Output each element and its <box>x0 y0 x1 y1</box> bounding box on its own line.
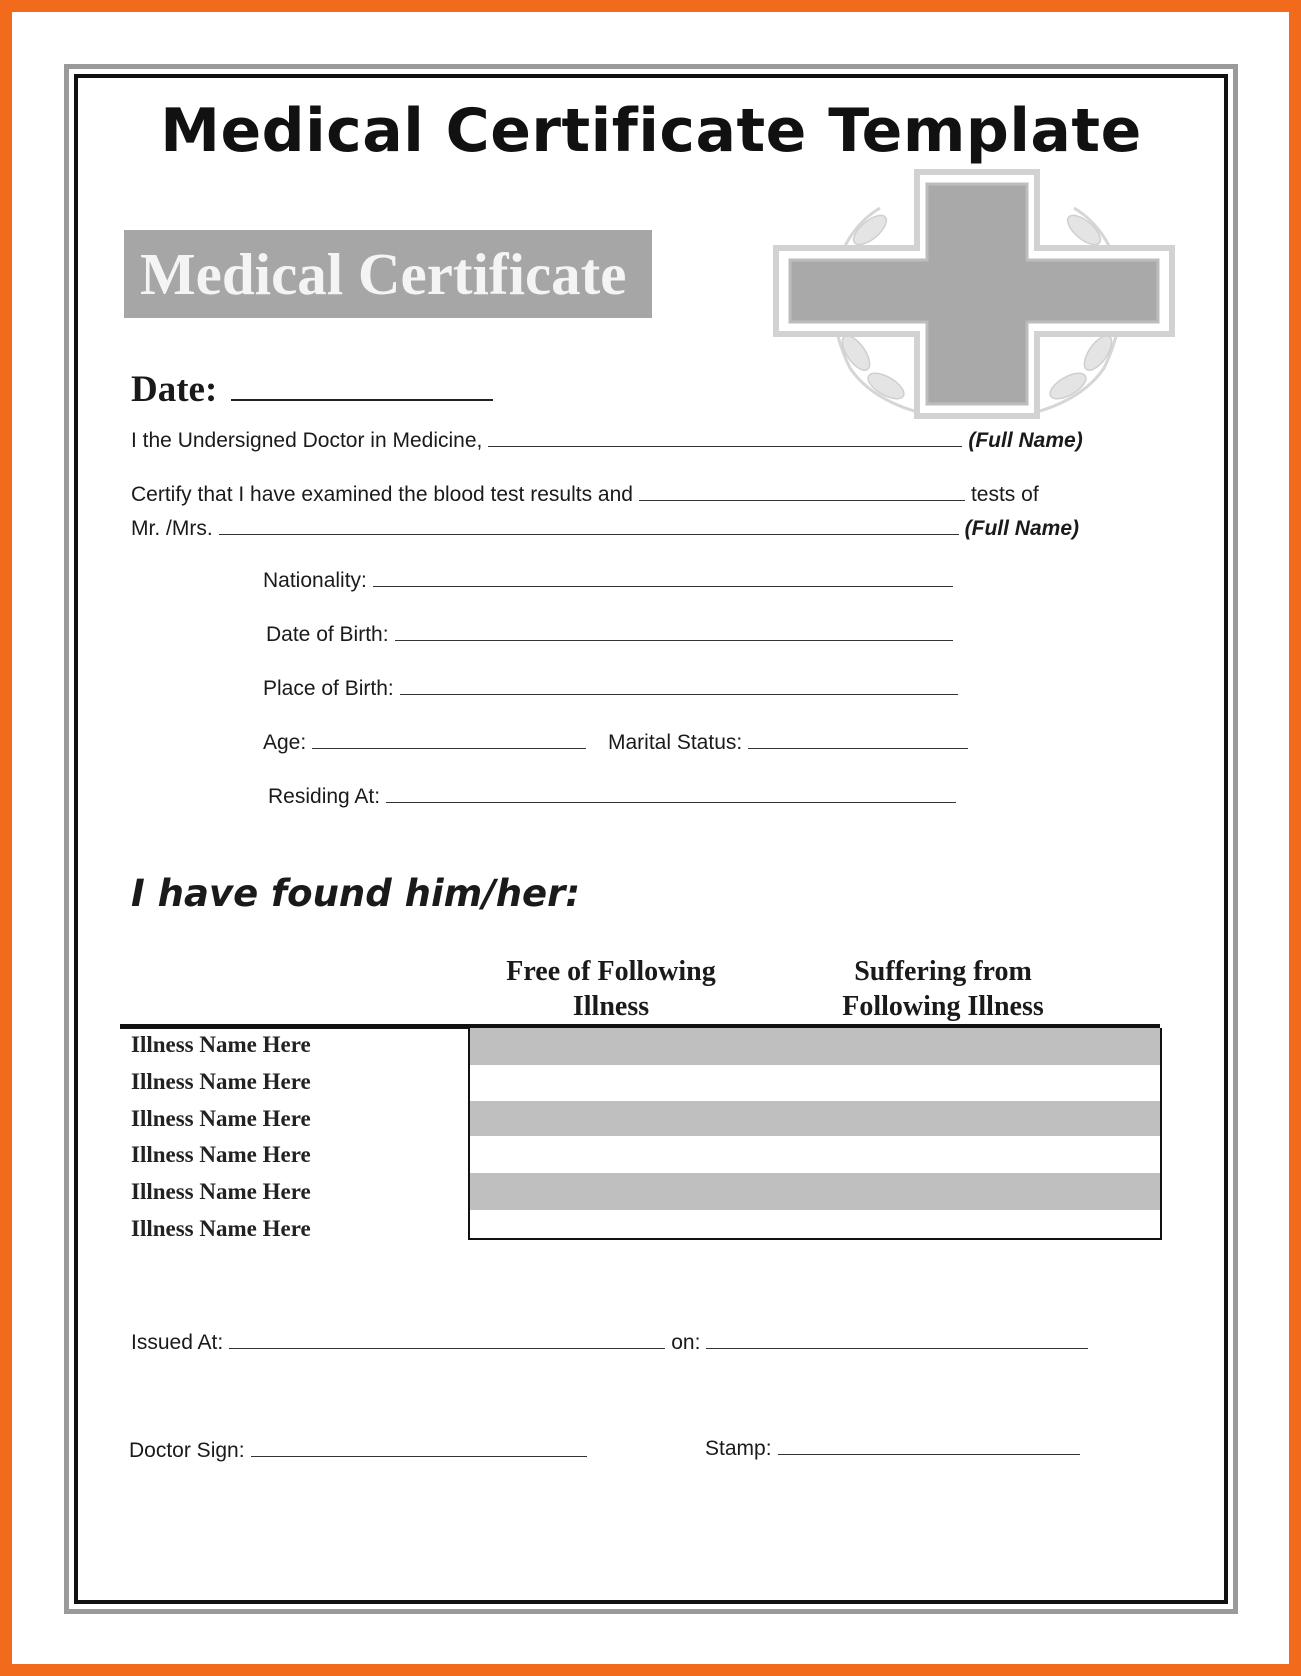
table-row <box>470 1028 1160 1065</box>
certify-row <box>131 482 1039 507</box>
marital-label: Marital Status: <box>608 731 743 754</box>
illness-name: Illness Name Here <box>131 1106 311 1131</box>
patient-label: Mr. /Mrs. <box>131 517 213 540</box>
marital-status-row <box>608 730 974 755</box>
issued-at-row <box>131 1330 1094 1355</box>
tests-input[interactable] <box>639 482 965 501</box>
nationality-input[interactable] <box>373 568 953 587</box>
nationality-label: Nationality: <box>263 569 367 592</box>
doctor-label: I the Undersigned Doctor in Medicine, <box>131 429 483 452</box>
table-row <box>470 1173 1160 1210</box>
sign-label: Doctor Sign: <box>129 1439 245 1462</box>
age-input[interactable] <box>312 730 586 749</box>
document-outer-border <box>64 64 1238 1614</box>
residing-row <box>268 784 962 809</box>
dob-input[interactable] <box>395 622 953 641</box>
issued-label: Issued At: <box>131 1331 224 1354</box>
tests-of-label: tests of <box>970 483 1039 506</box>
dob-label: Date of Birth: <box>266 623 389 646</box>
place-of-birth-row <box>263 676 964 701</box>
stamp-input[interactable] <box>778 1436 1080 1455</box>
date-of-birth-row <box>266 622 959 647</box>
full-name-hint: (Full Name) <box>968 429 1083 452</box>
doctor-name-input[interactable] <box>488 428 962 447</box>
issued-at-input[interactable] <box>229 1330 665 1349</box>
patient-name-row <box>131 516 1079 541</box>
illness-table <box>468 1028 1162 1240</box>
certify-label: Certify that I have examined the blood test results and <box>131 483 633 506</box>
illness-name: Illness Name Here <box>131 1069 311 1094</box>
findings-heading: I have found him/her: <box>131 872 581 915</box>
illness-name: Illness Name Here <box>131 1142 311 1167</box>
column-header-free: Free of Following Illness <box>506 956 716 1022</box>
doctor-sign-input[interactable] <box>251 1438 587 1457</box>
doctor-sign-row <box>129 1438 593 1463</box>
doctor-name-row <box>131 428 1083 453</box>
issued-on-input[interactable] <box>706 1330 1088 1349</box>
date-label: Date: <box>131 369 218 410</box>
illness-name: Illness Name Here <box>131 1032 311 1057</box>
nationality-row <box>263 568 959 593</box>
table-row <box>470 1101 1160 1136</box>
page-title: Medical Certificate Template <box>160 96 1142 166</box>
marital-input[interactable] <box>748 730 968 749</box>
pob-label: Place of Birth: <box>263 677 394 700</box>
residing-label: Residing At: <box>268 785 381 808</box>
stamp-label: Stamp: <box>705 1437 772 1460</box>
column-header-suffering: Suffering from Following Illness <box>842 956 1044 1022</box>
on-label: on: <box>671 1331 701 1354</box>
medical-cross-wreath-icon <box>770 168 1184 420</box>
patient-name-input[interactable] <box>219 516 959 535</box>
date-input[interactable] <box>231 371 493 401</box>
age-label: Age: <box>263 731 307 754</box>
illness-name: Illness Name Here <box>131 1216 311 1241</box>
document <box>74 74 1228 1604</box>
illness-name: Illness Name Here <box>131 1179 311 1204</box>
certificate-banner: Medical Certificate <box>124 230 652 318</box>
date-field <box>131 368 493 411</box>
age-row <box>263 730 592 755</box>
residing-input[interactable] <box>386 784 956 803</box>
stamp-row <box>705 1436 1086 1461</box>
pob-input[interactable] <box>400 676 958 695</box>
full-name-hint: (Full Name) <box>964 517 1079 540</box>
